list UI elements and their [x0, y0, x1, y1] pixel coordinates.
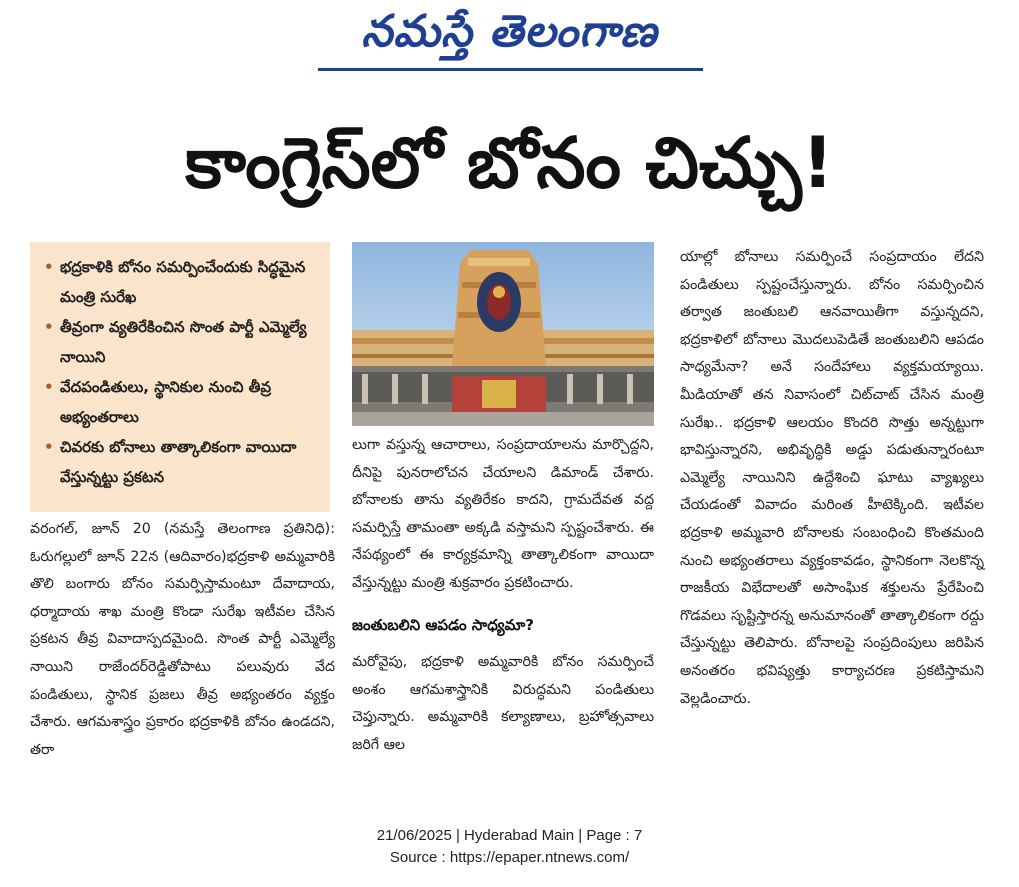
article-column-3: యాల్లో బోనాలు సమర్పించే సంప్రదాయం లేదని పండితులు స్పష్టంచేస్తున్నారు. బోనం సమర్పించిన తర్వాత జంతుబలి ఆనవాయితీగా వస్తున్నదని, భద్రకాళిలో బోనాలు మొదలుపెడితే జంతుబలిని ఆపడం సాధ్యమేనా? అనే సందేహాలు వ్యక్తమయ్యాయి. మీడియాతో తన నివాసంలో చిట్‌చాట్ చేసిన మంత్రి సురేఖ.. భద్రకాళి ఆలయం కొందరి సొత్తు అన్నట్టుగా భావిస్తున్నారని, అభివృద్ధికి అడ్డు పడుతున్నారంటూ ఎమ్మెల్యే నాయినిని ఉద్దేశించి ఘాటు వ్యాఖ్యలు చేయడంతో వివాదం మరింత హీటెక్కింది. ఇటీవల భద్రకాళి అమ్మవారి బోనాలకు సంబంధించి కొంతమంది నుంచి అభ్యంతరాలు వ్యక్తంకావడం, స్థానికంగా నెలకొన్న రాజకీయ విభేదాలతో అసాంఘిక శక్తులను ప్రేరేపించి గొడవలు సృష్టిస్తారన్న అనుమానంతో తాత్కాలికంగా రద్దు చేస్తున్నట్టు తెలిపారు. బోనాలపై సంప్రదింపులు జరిపిన అనంతరం భవిష్యత్తు కార్యాచరణ ప్రకటిస్తామని వెల్లడించారు. [680, 249, 984, 707]
temple-photo [352, 242, 654, 426]
bullet-icon: • [44, 318, 54, 336]
article-headline: కాంగ్రెస్‌లో బోనం చిచ్చు! [185, 122, 834, 204]
highlight-item: • తీవ్రంగా వ్యతిరేకించిన సొంత పార్టీ ఎమ్మెల్యే నాయిని [38, 312, 322, 372]
article-column-1: వరంగల్, జూన్ 20 (నమస్తే తెలంగాణ ప్రతినిధి): ఓరుగల్లులో జూన్ 22న (ఆదివారం)భద్రకాళి అమ్మవారికి తొలి బంగారు బోనం సమర్పిస్తామంటూ దేవాదాయ, ధర్మాదాయ శాఖ మంత్రి కొండా సురేఖ ఇటీవల చేసిన ప్రకటన తీవ్ర వివాదాస్పదమైంది. సొంత పార్టీ ఎమ్మెల్యే నాయిని రాజేందర్‌రెడ్డితోపాటు పలువురు వేద పండితులు, స్థానిక ప్రజలు తీవ్ర అభ్యంతరం వ్యక్తం చేశారు. ఆగమశాస్త్రం ప్రకారం భద్రకాళికి బోనం ఉండదని, తరా [30, 521, 335, 758]
article-column-2 [352, 432, 654, 760]
bullet-icon: • [44, 258, 54, 276]
article-subheading: జంతుబలిని ఆపడం సాధ్యమా? [352, 615, 534, 634]
footer-dateline: 21/06/2025 | Hyderabad Main | Page : 7 [376, 827, 643, 844]
article-paragraph: లుగా వస్తున్న ఆచారాలు, సంప్రదాయాలను మార్చొద్దని, దీనిపై పునరాలోచన చేయాలని డిమాండ్ చేశారు. బోనాలకు తాను వ్యతిరేకం కాదని, గ్రామదేవత వద్ద సమర్పిస్తే తామంతా అక్కడి వస్తామని స్పష్టంచేశారు. ఈ నేపథ్యంలో ఈ కార్యక్రమాన్ని తాత్కాలికంగా వాయిదా వేస్తున్నట్టు మంత్రి శుక్రవారం ప్రకటించారు. [352, 437, 654, 591]
bullet-icon: • [44, 438, 54, 456]
highlight-item: • వేదపండితులు, స్థానికుల నుంచి తీవ్ర అభ్యంతరాలు [38, 372, 322, 432]
article-paragraph: మరోవైపు, భద్రకాళి అమ్మవారికి బోనం సమర్పించే అంశం ఆగమశాస్త్రానికి విరుద్ధమని పండితులు చెప్తున్నారు. అమ్మవారికి కల్యాణాలు, బ్రహోత్సవాలు జరిగే ఆల [352, 654, 654, 753]
footer-source: Source : https://epaper.ntnews.com/ [389, 849, 630, 866]
newspaper-masthead: నమస్తే తెలంగాణ [361, 6, 658, 57]
bullet-icon: • [44, 378, 54, 396]
masthead-underline [318, 68, 703, 71]
highlight-item: • చివరకు బోనాలు తాత్కాలికంగా వాయిదా వేస్తున్నట్టు ప్రకటన [38, 432, 322, 492]
highlight-item: • భద్రకాళికి బోనం సమర్పించేందుకు సిద్ధమైన మంత్రి సురేఖ [38, 252, 322, 312]
highlights-box [30, 242, 330, 512]
